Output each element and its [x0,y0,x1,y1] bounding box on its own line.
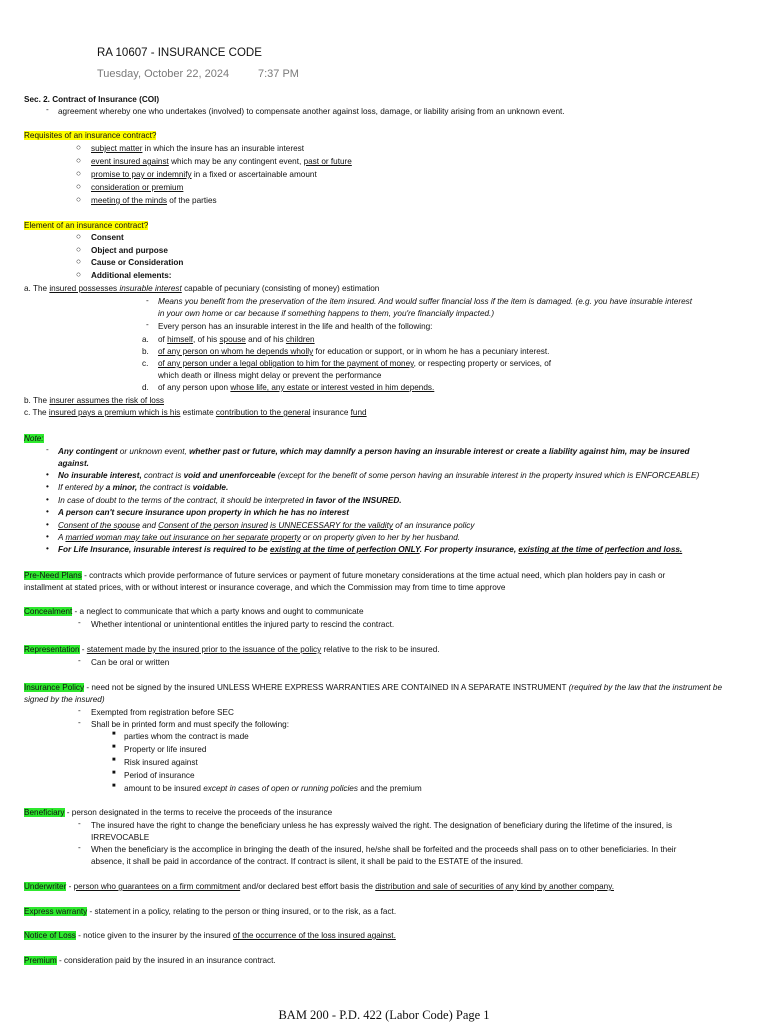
requisite-item: consideration or premium [91,183,184,192]
circle-bullet: ○ [76,156,81,165]
policy-item: amount to be insured except in cases of open or running policies and the premium [124,784,422,793]
sec2-heading: Sec. 2. Contract of Insurance (COI) [24,95,160,104]
bullet-dot: • [46,482,49,491]
bullet-dot: • [46,507,49,516]
sec2-definition: agreement whereby one who undertakes (involved) to compensate another against loss, damage, or liability arising from an unknown event. [58,107,565,116]
dash-bullet: - [46,445,49,454]
note-item: A married woman may take out insurance on her separate property or on property given to her by her husband. [58,533,461,542]
note-item: If entered by a minor, the contract is voidable. [58,483,229,492]
express-warranty-definition: Express warranty - statement in a policy, relating to the person or thing insured, or to the risk, as a fact. [24,907,397,916]
page-footer: BAM 200 - P.D. 422 (Labor Code) Page 1 [278,1008,490,1022]
representation-definition: Representation - statement made by the insured prior to the issuance of the policy relative to the risk to be insured. [24,645,440,654]
element-item: Object and purpose [91,246,168,255]
policy-sub: Shall be in printed form and must specify the following: [91,720,289,729]
note-item: Consent of the spouse and Consent of the person insured is UNNECESSARY for the validity of an insurance policy [58,521,475,530]
circle-bullet: ○ [76,195,81,204]
sub-item-b: of any person on whom he depends wholly for education or support, or in whom he has a pecuniary interest. [158,347,550,356]
bullet-dot: • [46,544,49,553]
requisite-item: meeting of the minds of the parties [91,196,217,205]
square-bullet: ■ [112,783,116,789]
page-time: 7:37 PM [258,68,299,80]
note-item: No insurable interest, contract is void and unenforceable (except for the benefit of some person having an insurable interest in the property insured which is ENFORCEABLE) [58,471,700,480]
element-a-note-cont: in your own home or car because if something happens to them, you're financially impacted.) [158,309,495,318]
element-item: Cause or Consideration [91,258,184,267]
note-item: For Life Insurance, insurable interest is required to be existing at the time of perfection ONLY. For property insurance, existing at the time of perfection and loss. [58,545,683,554]
premium-definition: Premium - consideration paid by the insured in an insurance contract. [24,956,276,965]
dash-bullet: - [146,296,149,305]
beneficiary-sub-cont: IRREVOCABLE [91,833,150,842]
beneficiary-sub: The insured have the right to change the beneficiary unless he has expressly waived the right. The designation of beneficiary during the lifetime of the insured, is [91,821,673,830]
dash-bullet: - [78,618,81,627]
policy-item: parties whom the contract is made [124,732,249,741]
dash-bullet: - [78,718,81,727]
element-b: b. The insurer assumes the risk of loss [24,396,165,405]
dash-bullet: - [146,320,149,329]
note-heading: Note: [24,434,44,443]
note-item: A person can't secure insurance upon property in which he has no interest [58,508,349,517]
beneficiary-sub-cont: absence, it shall be paid in accordance of the contract. If contract is silent, it shall be paid to the ESTATE of the insured. [91,857,524,866]
policy-sub: Exempted from registration before SEC [91,708,234,717]
dash-bullet: - [78,706,81,715]
representation-sub: Can be oral or written [91,658,170,667]
square-bullet: ■ [112,744,116,750]
concealment-definition: Concealment - a neglect to communicate that which a party knows and ought to communicate [24,607,364,616]
circle-bullet: ○ [76,169,81,178]
sub-label: d. [142,383,149,392]
preneed-definition: Pre-Need Plans - contracts which provide performance of future services or payment of future monetary considerations at the time actual need, which plan holders pay in cash or [24,571,666,580]
page-date: Tuesday, October 22, 2024 [97,68,230,80]
element-a-note: Means you benefit from the preservation of the item insured. And would suffer financial loss if the item is damaged. (e.g. you have insurable interest [158,297,692,306]
sub-item-c: of any person under a legal obligation to him for the payment of money, or respecting property or services, of [158,359,552,368]
circle-bullet: ○ [76,232,81,241]
concealment-sub: Whether intentional or unintentional entitles the injured party to rescind the contract. [91,620,395,629]
elements-heading: Element of an insurance contract? [24,221,149,230]
circle-bullet: ○ [76,143,81,152]
circle-bullet: ○ [76,257,81,266]
beneficiary-sub: When the beneficiary is the accomplice in bringing the death of the insured, he/she shall be forfeited and the proceeds shall pass on to other beneficiaries. In their [91,845,677,854]
dash-bullet: - [78,656,81,665]
note-item-cont: against. [58,459,89,468]
note-item: In case of doubt to the terms of the contract, it should be interpreted in favor of the INSURED. [58,496,402,505]
underwriter-definition: Underwriter - person who guarantees on a firm commitment and/or declared best effort basis the distribution and sale of securities of any kind by another company. [24,882,614,891]
sub-item-a: of himself, of his spouse and of his children [158,335,315,344]
preneed-definition-cont: installment at stated prices, with or without interest or insurance coverage, and which the Commission may from time to time approve [24,583,506,592]
page-title: RA 10607 - INSURANCE CODE [97,47,262,59]
requisites-heading: Requisites of an insurance contract? [24,131,157,140]
policy-definition-cont: signed by the insured) [24,695,105,704]
beneficiary-definition: Beneficiary - person designated in the terms to receive the proceeds of the insurance [24,808,333,817]
circle-bullet: ○ [76,182,81,191]
bullet-dot: • [46,495,49,504]
element-item: Consent [91,233,124,242]
requisite-item: subject matter in which the insure has an insurable interest [91,144,304,153]
notice-of-loss-definition: Notice of Loss - notice given to the insurer by the insured of the occurrence of the loss insured against. [24,931,396,940]
note-item: Any contingent or unknown event, whether past or future, which may damnify a person having an insurable interest or create a liability against him, may be insured [58,447,690,456]
element-c: c. The insured pays a premium which is his estimate contribution to the general insurance fund [24,408,367,417]
policy-definition: Insurance Policy - need not be signed by the insured UNLESS WHERE EXPRESS WARRANTIES ARE CONTAINED IN A SEPARATE INSTRUMENT (required by the law that the instrument be [24,683,723,692]
dash-bullet: - [78,843,81,852]
requisite-item: event insured against which may be any contingent event, past or future [91,157,352,166]
element-a-note2: Every person has an insurable interest in the life and health of the following: [158,322,433,331]
circle-bullet: ○ [76,245,81,254]
sub-label: b. [142,347,149,356]
bullet-dot: • [46,470,49,479]
requisite-item: promise to pay or indemnify in a fixed or ascertainable amount [91,170,317,179]
sub-item-c-cont: which death or illness might delay or prevent the performance [158,371,382,380]
bullet-dot: • [46,532,49,541]
square-bullet: ■ [112,731,116,737]
element-item: Additional elements: [91,271,172,280]
policy-item: Period of insurance [124,771,195,780]
square-bullet: ■ [112,770,116,776]
bullet-dot: • [46,520,49,529]
sub-label: c. [142,359,149,368]
sub-label: a. [142,335,149,344]
square-bullet: ■ [112,757,116,763]
dash-bullet: - [46,105,49,114]
dash-bullet: - [78,819,81,828]
policy-item: Risk insured against [124,758,198,767]
sub-item-d: of any person upon whose life, any estate or interest vested in him depends. [158,383,435,392]
policy-item: Property or life insured [124,745,207,754]
element-a: a. The insured possesses insurable interest capable of pecuniary (consisting of money) estimation [24,284,380,293]
circle-bullet: ○ [76,270,81,279]
